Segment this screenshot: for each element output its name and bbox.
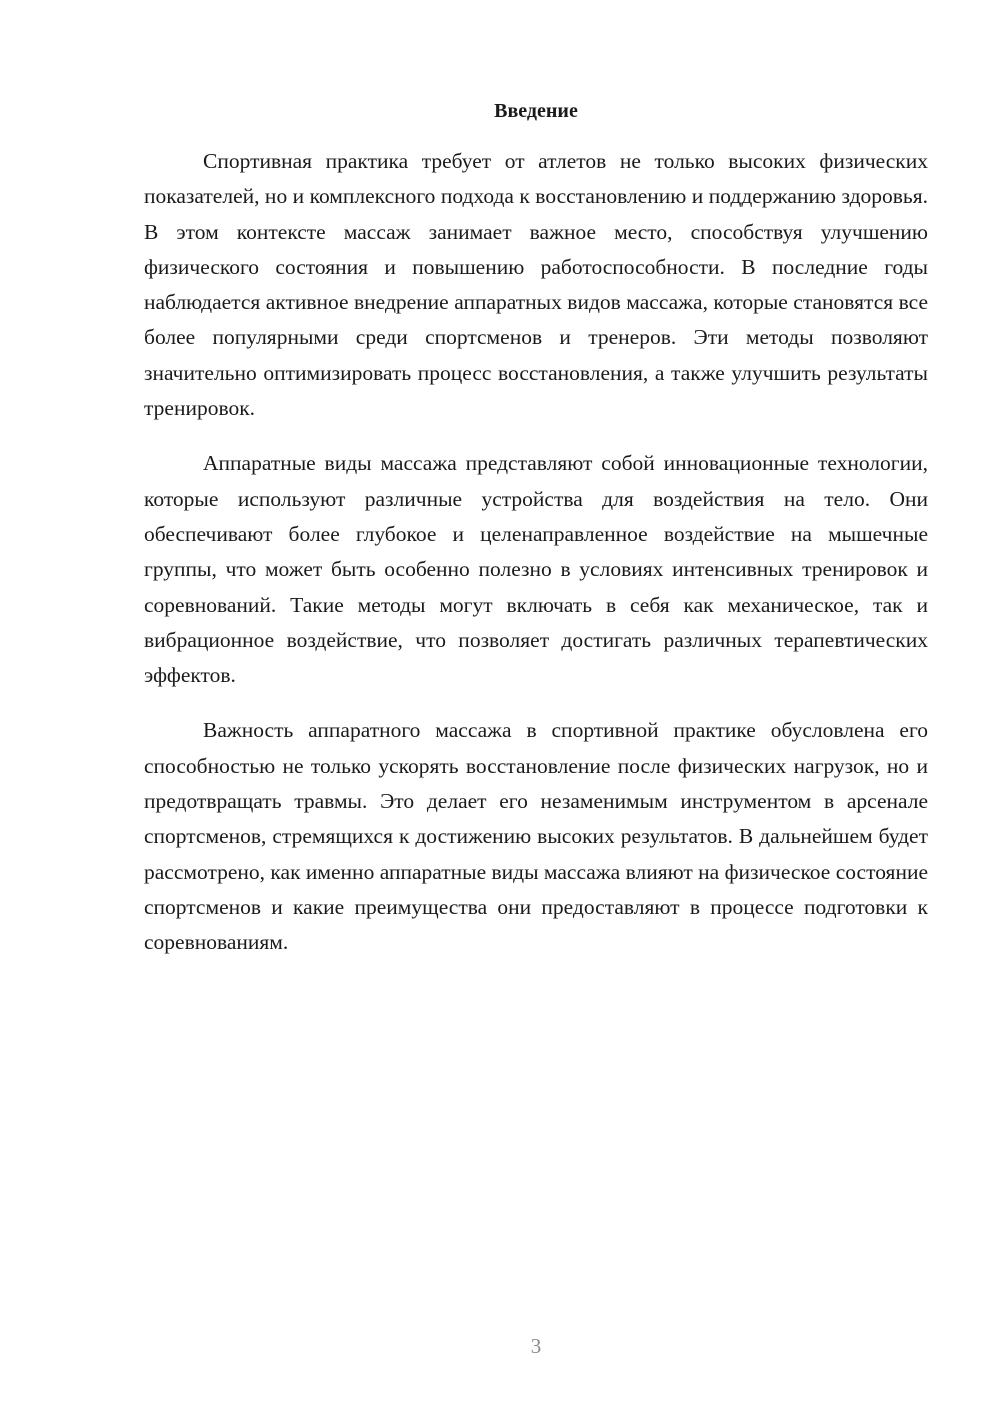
page-number: 3	[530, 1334, 542, 1358]
section-title: Введение	[494, 100, 578, 122]
page-content	[144, 96, 928, 981]
paragraph-1: Спортивная практика требует от атлетов не только высоких физических показателей, но и комплексного подхода к восстановлению и поддержанию здоровья. В этом контексте массаж занимает важное место, способствуя улучшению физического состояния и повышению работоспособности. В последние годы наблюдается активное внедрение аппаратных видов массажа, которые становятся все более популярными среди спортсменов и тренеров. Эти методы позволяют значительно оптимизировать процесс восстановления, а также улучшить результаты тренировок.	[144, 149, 928, 421]
paragraph-2: Аппаратные виды массажа представляют собой инновационные технологии, которые используют различные устройства для воздействия на тело. Они обеспечивают более глубокое и целенаправленное воздействие на мышечные группы, что может быть особенно полезно в условиях интенсивных тренировок и соревнований. Такие методы могут включать в себя как механическое, так и вибрационное воздействие, что позволяет достигать различных терапевтических эффектов.	[144, 451, 928, 688]
paragraph-3: Важность аппаратного массажа в спортивной практике обусловлена его способностью не только ускорять восстановление после физических нагрузок, но и предотвращать травмы. Это делает его незаменимым инструментом в арсенале спортсменов, стремящихся к достижению высоких результатов. В дальнейшем будет рассмотрено, как именно аппаратные виды массажа влияют на физическое состояние спортсменов и какие преимущества они предоставляют в процессе подготовки к соревнованиям.	[144, 718, 928, 955]
